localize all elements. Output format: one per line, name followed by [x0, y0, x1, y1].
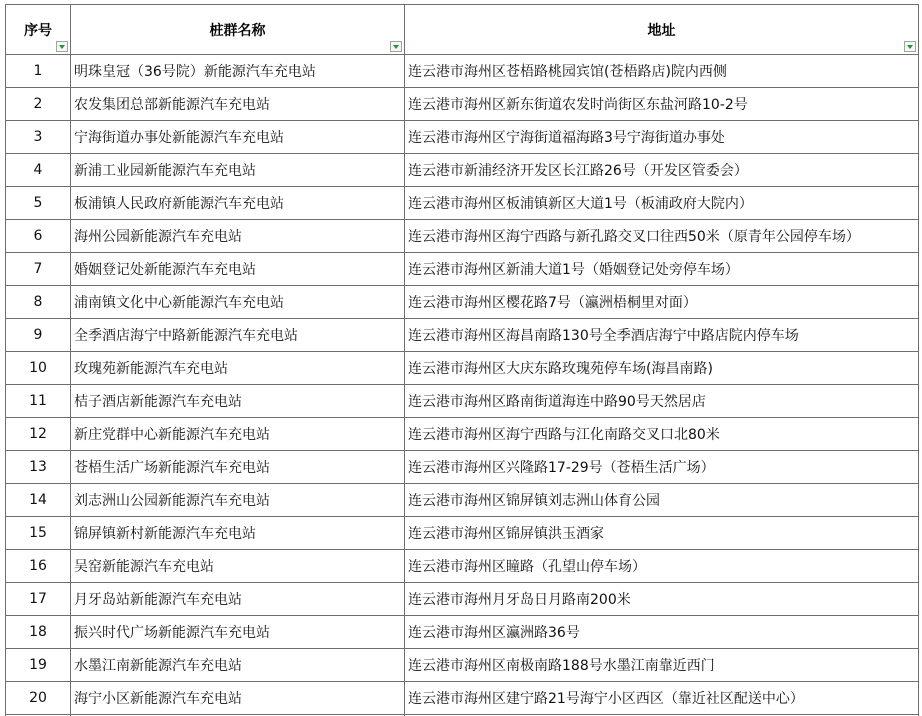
cell-address[interactable]: 连云港市新浦经济开发区长江路26号（开发区管委会）: [405, 154, 919, 187]
table-row: [6, 253, 919, 286]
cell-index[interactable]: 14: [6, 484, 71, 517]
cell-name[interactable]: 苍梧生活广场新能源汽车充电站: [71, 451, 405, 484]
cell-name[interactable]: 婚姻登记处新能源汽车充电站: [71, 253, 405, 286]
table-row: [6, 187, 919, 220]
cell-index[interactable]: 6: [6, 220, 71, 253]
table-row: [6, 484, 919, 517]
header-name-label: 桩群名称: [209, 22, 266, 39]
table-row: [6, 121, 919, 154]
cell-name[interactable]: 刘志洲山公园新能源汽车充电站: [71, 484, 405, 517]
header-index-label: 序号: [24, 22, 52, 39]
filter-dropdown-icon[interactable]: [904, 41, 916, 52]
cell-address[interactable]: 连云港市海州月牙岛日月路南200米: [405, 583, 919, 616]
header-row: [6, 5, 919, 55]
cell-address[interactable]: 连云港市海州区海宁西路与江化南路交叉口北80米: [405, 418, 919, 451]
cell-index[interactable]: 13: [6, 451, 71, 484]
cell-address[interactable]: 连云港市海州区大庆东路玫瑰苑停车场(海昌南路): [405, 352, 919, 385]
cell-index[interactable]: 18: [6, 616, 71, 649]
cell-name[interactable]: 水墨江南新能源汽车充电站: [71, 649, 405, 682]
cell-index[interactable]: 20: [6, 682, 71, 715]
cell-index[interactable]: 19: [6, 649, 71, 682]
cell-address[interactable]: 连云港市海州区樱花路7号（瀛洲梧桐里对面）: [405, 286, 919, 319]
cell-address[interactable]: 连云港市海州区板浦镇新区大道1号（板浦政府大院内）: [405, 187, 919, 220]
cell-address[interactable]: 连云港市海州区苍梧路桃园宾馆(苍梧路店)院内西侧: [405, 55, 919, 88]
filter-dropdown-icon[interactable]: [56, 41, 68, 52]
cell-address[interactable]: 连云港市海州区锦屏镇刘志洲山体育公园: [405, 484, 919, 517]
cell-name[interactable]: 新浦工业园新能源汽车充电站: [71, 154, 405, 187]
cell-index[interactable]: 4: [6, 154, 71, 187]
cell-address[interactable]: 连云港市海州区海宁西路与新孔路交叉口往西50米（原青年公园停车场）: [405, 220, 919, 253]
table-row: [6, 550, 919, 583]
cell-index[interactable]: 2: [6, 88, 71, 121]
cell-address[interactable]: 连云港市海州区宁海街道福海路3号宁海街道办事处: [405, 121, 919, 154]
table-row: [6, 682, 919, 715]
cell-name[interactable]: 全季酒店海宁中路新能源汽车充电站: [71, 319, 405, 352]
header-name: [71, 5, 405, 55]
cell-index[interactable]: 8: [6, 286, 71, 319]
cell-name[interactable]: 明珠皇冠（36号院）新能源汽车充电站: [71, 55, 405, 88]
table-row: [6, 352, 919, 385]
header-address: [405, 5, 919, 55]
cell-address[interactable]: 连云港市海州区瞳路（孔望山停车场）: [405, 550, 919, 583]
cell-index[interactable]: 17: [6, 583, 71, 616]
table-row: [6, 319, 919, 352]
cell-name[interactable]: 玫瑰苑新能源汽车充电站: [71, 352, 405, 385]
cell-name[interactable]: 月牙岛站新能源汽车充电站: [71, 583, 405, 616]
table-row: [6, 616, 919, 649]
table-row: [6, 286, 919, 319]
filter-dropdown-icon[interactable]: [390, 41, 402, 52]
charging-station-table: [5, 4, 919, 716]
cell-index[interactable]: 16: [6, 550, 71, 583]
cell-index[interactable]: 10: [6, 352, 71, 385]
cell-index[interactable]: 11: [6, 385, 71, 418]
table-row: [6, 385, 919, 418]
cell-address[interactable]: 连云港市海州区南极南路188号水墨江南靠近西门: [405, 649, 919, 682]
table-row: [6, 55, 919, 88]
table-row: [6, 154, 919, 187]
cell-index[interactable]: 9: [6, 319, 71, 352]
cell-name[interactable]: 浦南镇文化中心新能源汽车充电站: [71, 286, 405, 319]
cell-name[interactable]: 海州公园新能源汽车充电站: [71, 220, 405, 253]
cell-name[interactable]: 吴窑新能源汽车充电站: [71, 550, 405, 583]
header-index: [6, 5, 71, 55]
table-row: [6, 649, 919, 682]
cell-index[interactable]: 12: [6, 418, 71, 451]
cell-name[interactable]: 农发集团总部新能源汽车充电站: [71, 88, 405, 121]
table-row: [6, 517, 919, 550]
table-row: [6, 451, 919, 484]
cell-address[interactable]: 连云港市海州区路南街道海连中路90号天然居店: [405, 385, 919, 418]
cell-name[interactable]: 板浦镇人民政府新能源汽车充电站: [71, 187, 405, 220]
cell-address[interactable]: 连云港市海州区瀛洲路36号: [405, 616, 919, 649]
cell-address[interactable]: 连云港市海州区海昌南路130号全季酒店海宁中路店院内停车场: [405, 319, 919, 352]
table-row: [6, 583, 919, 616]
cell-name[interactable]: 锦屏镇新村新能源汽车充电站: [71, 517, 405, 550]
table-row: [6, 220, 919, 253]
table-row: [6, 418, 919, 451]
cell-address[interactable]: 连云港市海州区锦屏镇洪玉酒家: [405, 517, 919, 550]
cell-address[interactable]: 连云港市海州区建宁路21号海宁小区西区（靠近社区配送中心）: [405, 682, 919, 715]
cell-index[interactable]: 7: [6, 253, 71, 286]
cell-index[interactable]: 1: [6, 55, 71, 88]
table-row: [6, 88, 919, 121]
cell-index[interactable]: 15: [6, 517, 71, 550]
cell-address[interactable]: 连云港市海州区兴隆路17-29号（苍梧生活广场）: [405, 451, 919, 484]
cell-name[interactable]: 桔子酒店新能源汽车充电站: [71, 385, 405, 418]
cell-name[interactable]: 振兴时代广场新能源汽车充电站: [71, 616, 405, 649]
cell-address[interactable]: 连云港市海州区新浦大道1号（婚姻登记处旁停车场）: [405, 253, 919, 286]
cell-address[interactable]: 连云港市海州区新东街道农发时尚街区东盐河路10-2号: [405, 88, 919, 121]
cell-name[interactable]: 宁海街道办事处新能源汽车充电站: [71, 121, 405, 154]
cell-index[interactable]: 3: [6, 121, 71, 154]
cell-name[interactable]: 海宁小区新能源汽车充电站: [71, 682, 405, 715]
cell-index[interactable]: 5: [6, 187, 71, 220]
header-address-label: 地址: [647, 22, 676, 39]
cell-name[interactable]: 新庄党群中心新能源汽车充电站: [71, 418, 405, 451]
